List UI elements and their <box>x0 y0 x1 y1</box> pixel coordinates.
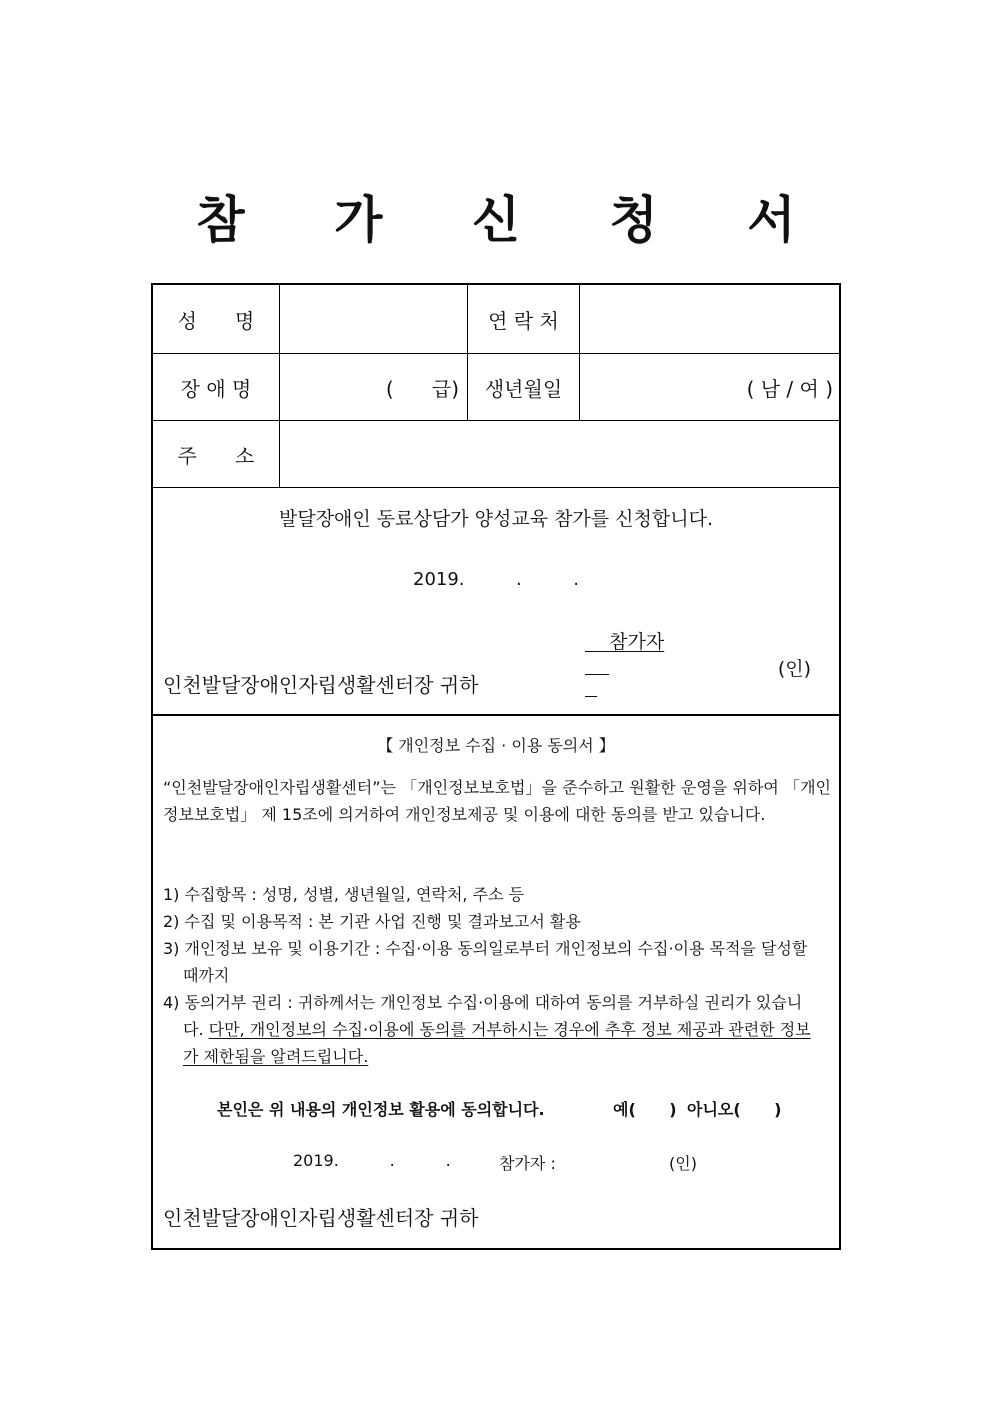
addressee: 인천발달장애인자립생활센터장 귀하 <box>163 673 479 697</box>
consent-item-1: 1) 수집항목 : 성명, 성별, 생년월일, 연락처, 주소 등 <box>163 885 525 904</box>
consent-date: 2019. . . <box>293 1151 451 1170</box>
consent-addressee: 인천발달장애인자립생활센터장 귀하 <box>163 1206 479 1230</box>
address-field[interactable] <box>280 421 839 487</box>
consent-item-2: 2) 수집 및 이용목적 : 본 기관 사업 진행 및 결과보고서 활용 <box>163 912 581 931</box>
name-label: 성 명 <box>177 308 255 333</box>
consent-item-3-cont: 때까지 <box>183 966 230 985</box>
disability-label: 장 애 명 <box>180 376 252 401</box>
consent-heading: 【 개인정보 수집 · 이용 동의서 】 <box>377 736 615 755</box>
consent-item-4-plain: 다. <box>183 1020 209 1039</box>
row-divider <box>153 487 839 488</box>
agree-yes-option[interactable]: 예( ) <box>613 1100 677 1119</box>
consent-item-3: 3) 개인정보 보유 및 이용기간 : 수집·이용 동의일로부터 개인정보의 수집·이용 목적을 달성할 <box>163 939 808 958</box>
applicant-label: 참가자 <box>609 631 665 653</box>
consent-notice-underlined: 다만, 개인정보의 수집·이용에 동의를 거부하시는 경우에 추후 정보 제공과 관련한 정보 <box>208 1020 811 1039</box>
section-divider <box>153 714 839 716</box>
consent-notice-underlined-cont: 가 제한됨을 알려드립니다. <box>183 1047 369 1066</box>
application-form <box>151 283 841 1250</box>
consent-seal-mark: (인) <box>669 1154 697 1173</box>
name-field[interactable] <box>280 285 467 353</box>
gender-text: ( 남 / 여 ) <box>746 376 833 401</box>
consent-item-4: 4) 동의거부 권리 : 귀하께서는 개인정보 수집·이용에 대하여 동의를 거부하실 권리가 있습니 <box>163 993 803 1012</box>
birth-field[interactable] <box>580 354 839 420</box>
agree-no-option[interactable]: 아니오( ) <box>687 1100 782 1119</box>
address-label: 주 소 <box>177 443 255 468</box>
application-date: 2019. . . <box>413 569 579 590</box>
disability-field[interactable] <box>280 354 467 420</box>
applicant-signature-line[interactable] <box>585 605 811 698</box>
consent-applicant-label: 참가자 : <box>499 1154 556 1173</box>
contact-label: 연 락 처 <box>488 308 559 333</box>
consent-intro: “인천발달장애인자립생활센터”는 「개인정보보호법」을 준수하고 원활한 운영을 위하여 「개인정보보호법」 제 15조에 의거하여 개인정보제공 및 이용에 대한 동의를 받고 있습니다. <box>163 778 831 824</box>
consent-item-4-cont <box>183 1017 811 1040</box>
application-statement: 발달장애인 동료상담가 양성교육 참가를 신청합니다. <box>279 508 713 530</box>
contact-field[interactable] <box>580 285 839 353</box>
page-title: 참 가 신 청 서 <box>196 191 832 249</box>
birth-label: 생년월일 <box>484 376 563 401</box>
seal-mark: (인) <box>777 658 811 680</box>
grade-text: ( 급) <box>385 376 459 401</box>
agree-statement: 본인은 위 내용의 개인정보 활용에 동의합니다. <box>217 1100 545 1119</box>
